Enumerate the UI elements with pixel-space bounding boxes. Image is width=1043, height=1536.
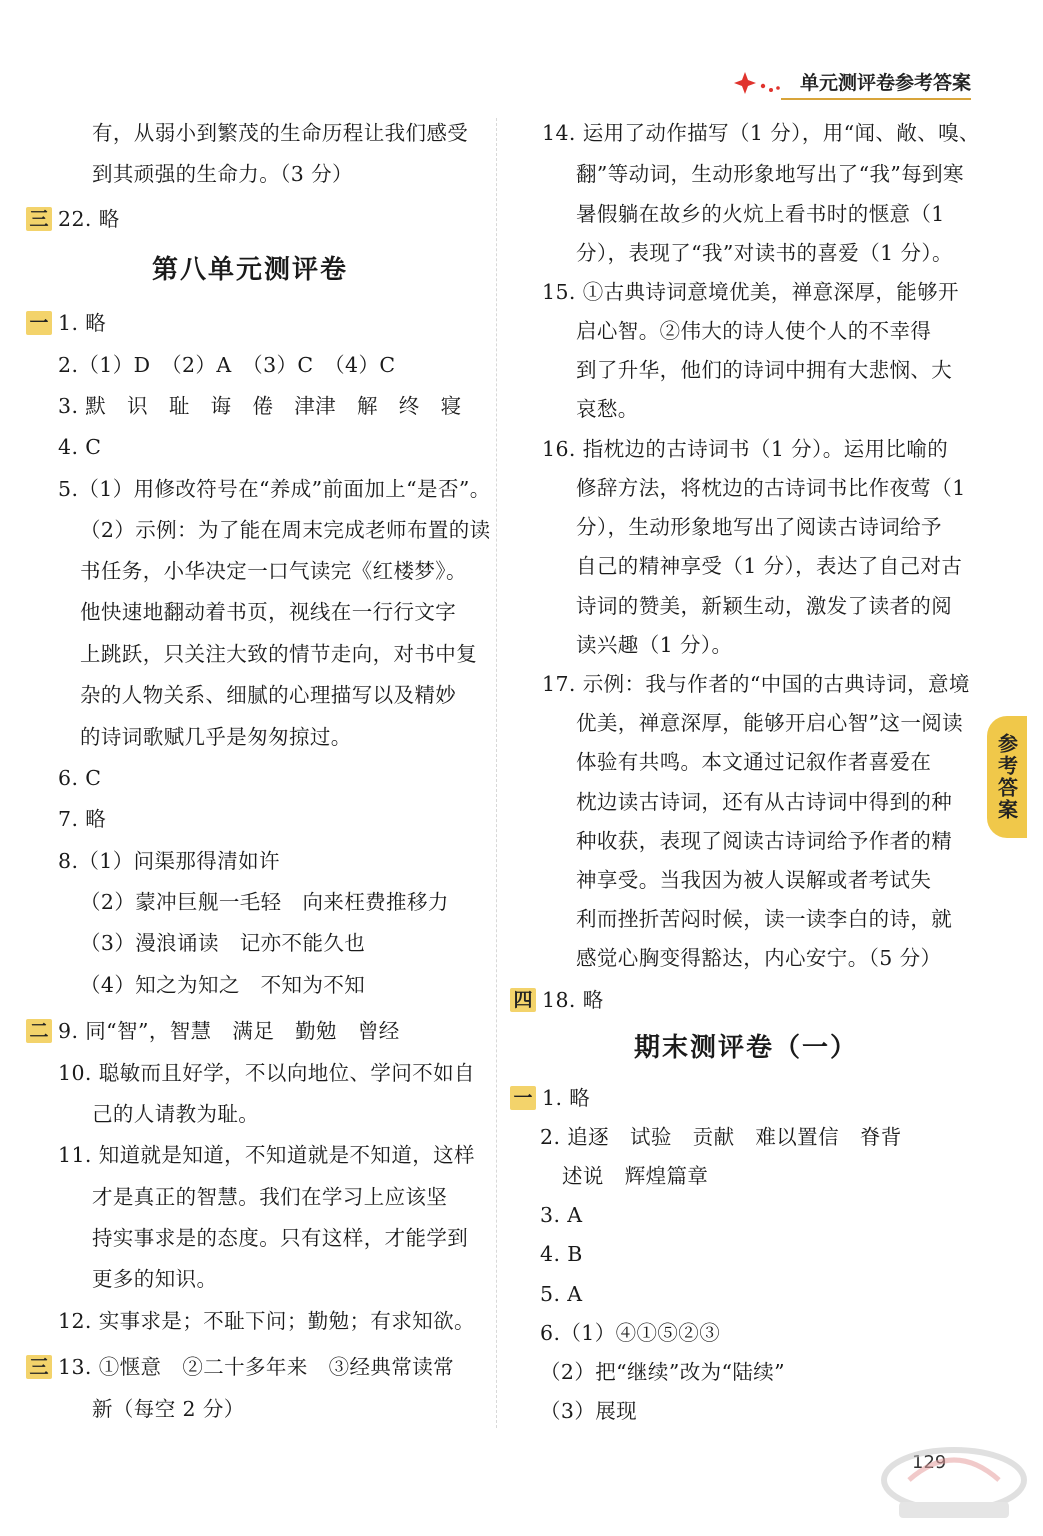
- section-marker: 三: [26, 1355, 52, 1379]
- answer-line: 才是真正的智慧。我们在学习上应该坚: [92, 1185, 448, 1209]
- answer-line: 优美，禅意深厚，能够开启心智”这一阅读: [576, 711, 964, 735]
- answer-line: 2. 追逐 试验 贡献 难以置信 脊背: [540, 1125, 902, 1149]
- section-marker: 四: [510, 988, 536, 1012]
- answer-line: 他快速地翻动着书页，视线在一行行文字: [80, 600, 457, 624]
- page-number: 129: [912, 1452, 947, 1473]
- answer-line: 更多的知识。: [92, 1267, 218, 1291]
- answer-line: 自己的精神享受（1 分），表达了自己对古: [576, 554, 963, 578]
- answer-line: 9. 同“智”，智慧 满足 勤勉 曾经: [58, 1019, 400, 1043]
- answer-line: 到其顽强的生命力。（3 分）: [92, 162, 353, 186]
- answer-line: 书任务，小华决定一口气读完《红楼梦》。: [80, 559, 467, 583]
- side-tab-answers: [987, 716, 1027, 838]
- answer-line: 杂的人物关系、细腻的心理描写以及精妙: [80, 683, 457, 707]
- answer-line: 12. 实事求是；不耻下问；勤勉；有求知欲。: [58, 1309, 475, 1333]
- answer-line: 1. 略: [58, 311, 107, 335]
- section-heading: 期末测评卷（一）: [634, 1033, 859, 1063]
- answer-line: 3. 默 识 耻 诲 倦 津津 解 终 寝: [58, 394, 462, 418]
- answer-line: 10. 聪敏而且好学，不以向地位、学问不如自: [58, 1061, 475, 1085]
- answer-line: 上跳跃，只关注大致的情节走向，对书中复: [80, 642, 478, 666]
- answer-line: 新（每空 2 分）: [92, 1397, 245, 1421]
- answer-line: 修辞方法，将枕边的古诗词书比作夜莺（1: [576, 476, 966, 500]
- answer-line: 18. 略: [542, 988, 604, 1012]
- answer-line: 分），生动形象地写出了阅读古诗词给予: [576, 515, 942, 539]
- answer-line: 己的人请教为耻。: [92, 1102, 260, 1126]
- answer-line: （4）知之为知之 不知为不知: [80, 973, 366, 997]
- section-marker: 二: [26, 1019, 52, 1043]
- answer-line: 种收获，表现了阅读古诗词给予作者的精: [576, 829, 953, 853]
- answer-line: 神享受。当我因为被人误解或者考试失: [576, 868, 932, 892]
- answer-line: 诗词的赞美，新颖生动，激发了读者的阅: [576, 594, 953, 618]
- watermark-logo-icon: [879, 1440, 1029, 1526]
- answer-line: 1. 略: [542, 1086, 591, 1110]
- answer-line: 有，从弱小到繁茂的生命历程让我们感受: [92, 121, 469, 145]
- answer-line: 持实事求是的态度。只有这样，才能学到: [92, 1226, 469, 1250]
- answer-line: 4. C: [58, 435, 102, 459]
- answer-line: 分），表现了“我”对读书的喜爱（1 分）。: [576, 241, 953, 265]
- section-marker: 三: [26, 207, 52, 231]
- sparkle-decoration-icon: [733, 68, 783, 98]
- answer-line: 枕边读古诗词，还有从古诗词中得到的种: [576, 790, 953, 814]
- answer-line: 5. A: [540, 1282, 583, 1306]
- answer-line: 14. 运用了动作描写（1 分），用“闻、敞、嗅、: [542, 121, 980, 145]
- answer-line: 6. C: [58, 766, 102, 790]
- answer-line: 启心智。②伟大的诗人使个人的不幸得: [576, 319, 932, 343]
- answer-line: 哀愁。: [576, 397, 639, 421]
- header-title: 单元测评卷参考答案: [799, 72, 971, 94]
- answer-line: 述说 辉煌篇章: [562, 1164, 709, 1188]
- answer-line: 5.（1）用修改符号在“养成”前面加上“是否”。: [58, 477, 491, 501]
- answer-line: 体验有共鸣。本文通过记叙作者喜爱在: [576, 750, 932, 774]
- answer-line: （3）展现: [540, 1399, 638, 1423]
- answer-line: 16. 指枕边的古诗词书（1 分）。运用比喻的: [542, 437, 949, 461]
- answer-line: 6.（1）④①⑤②③: [540, 1321, 721, 1345]
- answer-line: 22. 略: [58, 207, 120, 231]
- answer-line: 7. 略: [58, 807, 107, 831]
- section-heading: 第八单元测评卷: [152, 255, 349, 285]
- answer-line: （2）示例：为了能在周末完成老师布置的读: [80, 518, 491, 542]
- answer-line: 2.（1）D （2）A （3）C （4）C: [58, 353, 396, 377]
- answer-line: 17. 示例：我与作者的“中国的古典诗词，意境: [542, 672, 970, 696]
- answer-line: 11. 知道就是知道，不知道就是不知道，这样: [58, 1143, 475, 1167]
- answer-line: 感觉心胸变得豁达，内心安宁。（5 分）: [576, 946, 942, 970]
- answer-line: 到了升华，他们的诗词中拥有大悲悯、大: [576, 358, 953, 382]
- answer-line: 的诗词歌赋几乎是匆匆掠过。: [80, 725, 352, 749]
- answer-line: 3. A: [540, 1203, 583, 1227]
- answer-line: （2）蒙冲巨舰一毛轻 向来枉费推移力: [80, 890, 449, 914]
- column-divider: [496, 118, 497, 1428]
- answer-line: 利而挫折苦闷时候，读一读李白的诗，就: [576, 907, 953, 931]
- answer-line: 读兴趣（1 分）。: [576, 633, 733, 657]
- page-header: [671, 62, 971, 102]
- answer-line: 15. ①古典诗词意境优美，禅意深厚，能够开: [542, 280, 959, 304]
- side-tab-label: 参考答案: [994, 733, 1019, 821]
- answer-line: 13. ①惬意 ②二十多年来 ③经典常读常: [58, 1355, 455, 1379]
- answer-line: 翻”等动词，生动形象地写出了“我”每到寒: [576, 162, 964, 186]
- answer-line: （2）把“继续”改为“陆续”: [540, 1360, 786, 1384]
- answer-line: 暑假躺在故乡的火炕上看书时的惬意（1: [576, 202, 945, 226]
- answer-line: 8.（1）问渠那得清如许: [58, 849, 280, 873]
- section-marker: 一: [510, 1086, 536, 1110]
- answer-line: 4. B: [540, 1242, 583, 1266]
- header-underline: [781, 98, 971, 100]
- section-marker: 一: [26, 311, 52, 335]
- answer-line: （3）漫浪诵读 记亦不能久也: [80, 931, 366, 955]
